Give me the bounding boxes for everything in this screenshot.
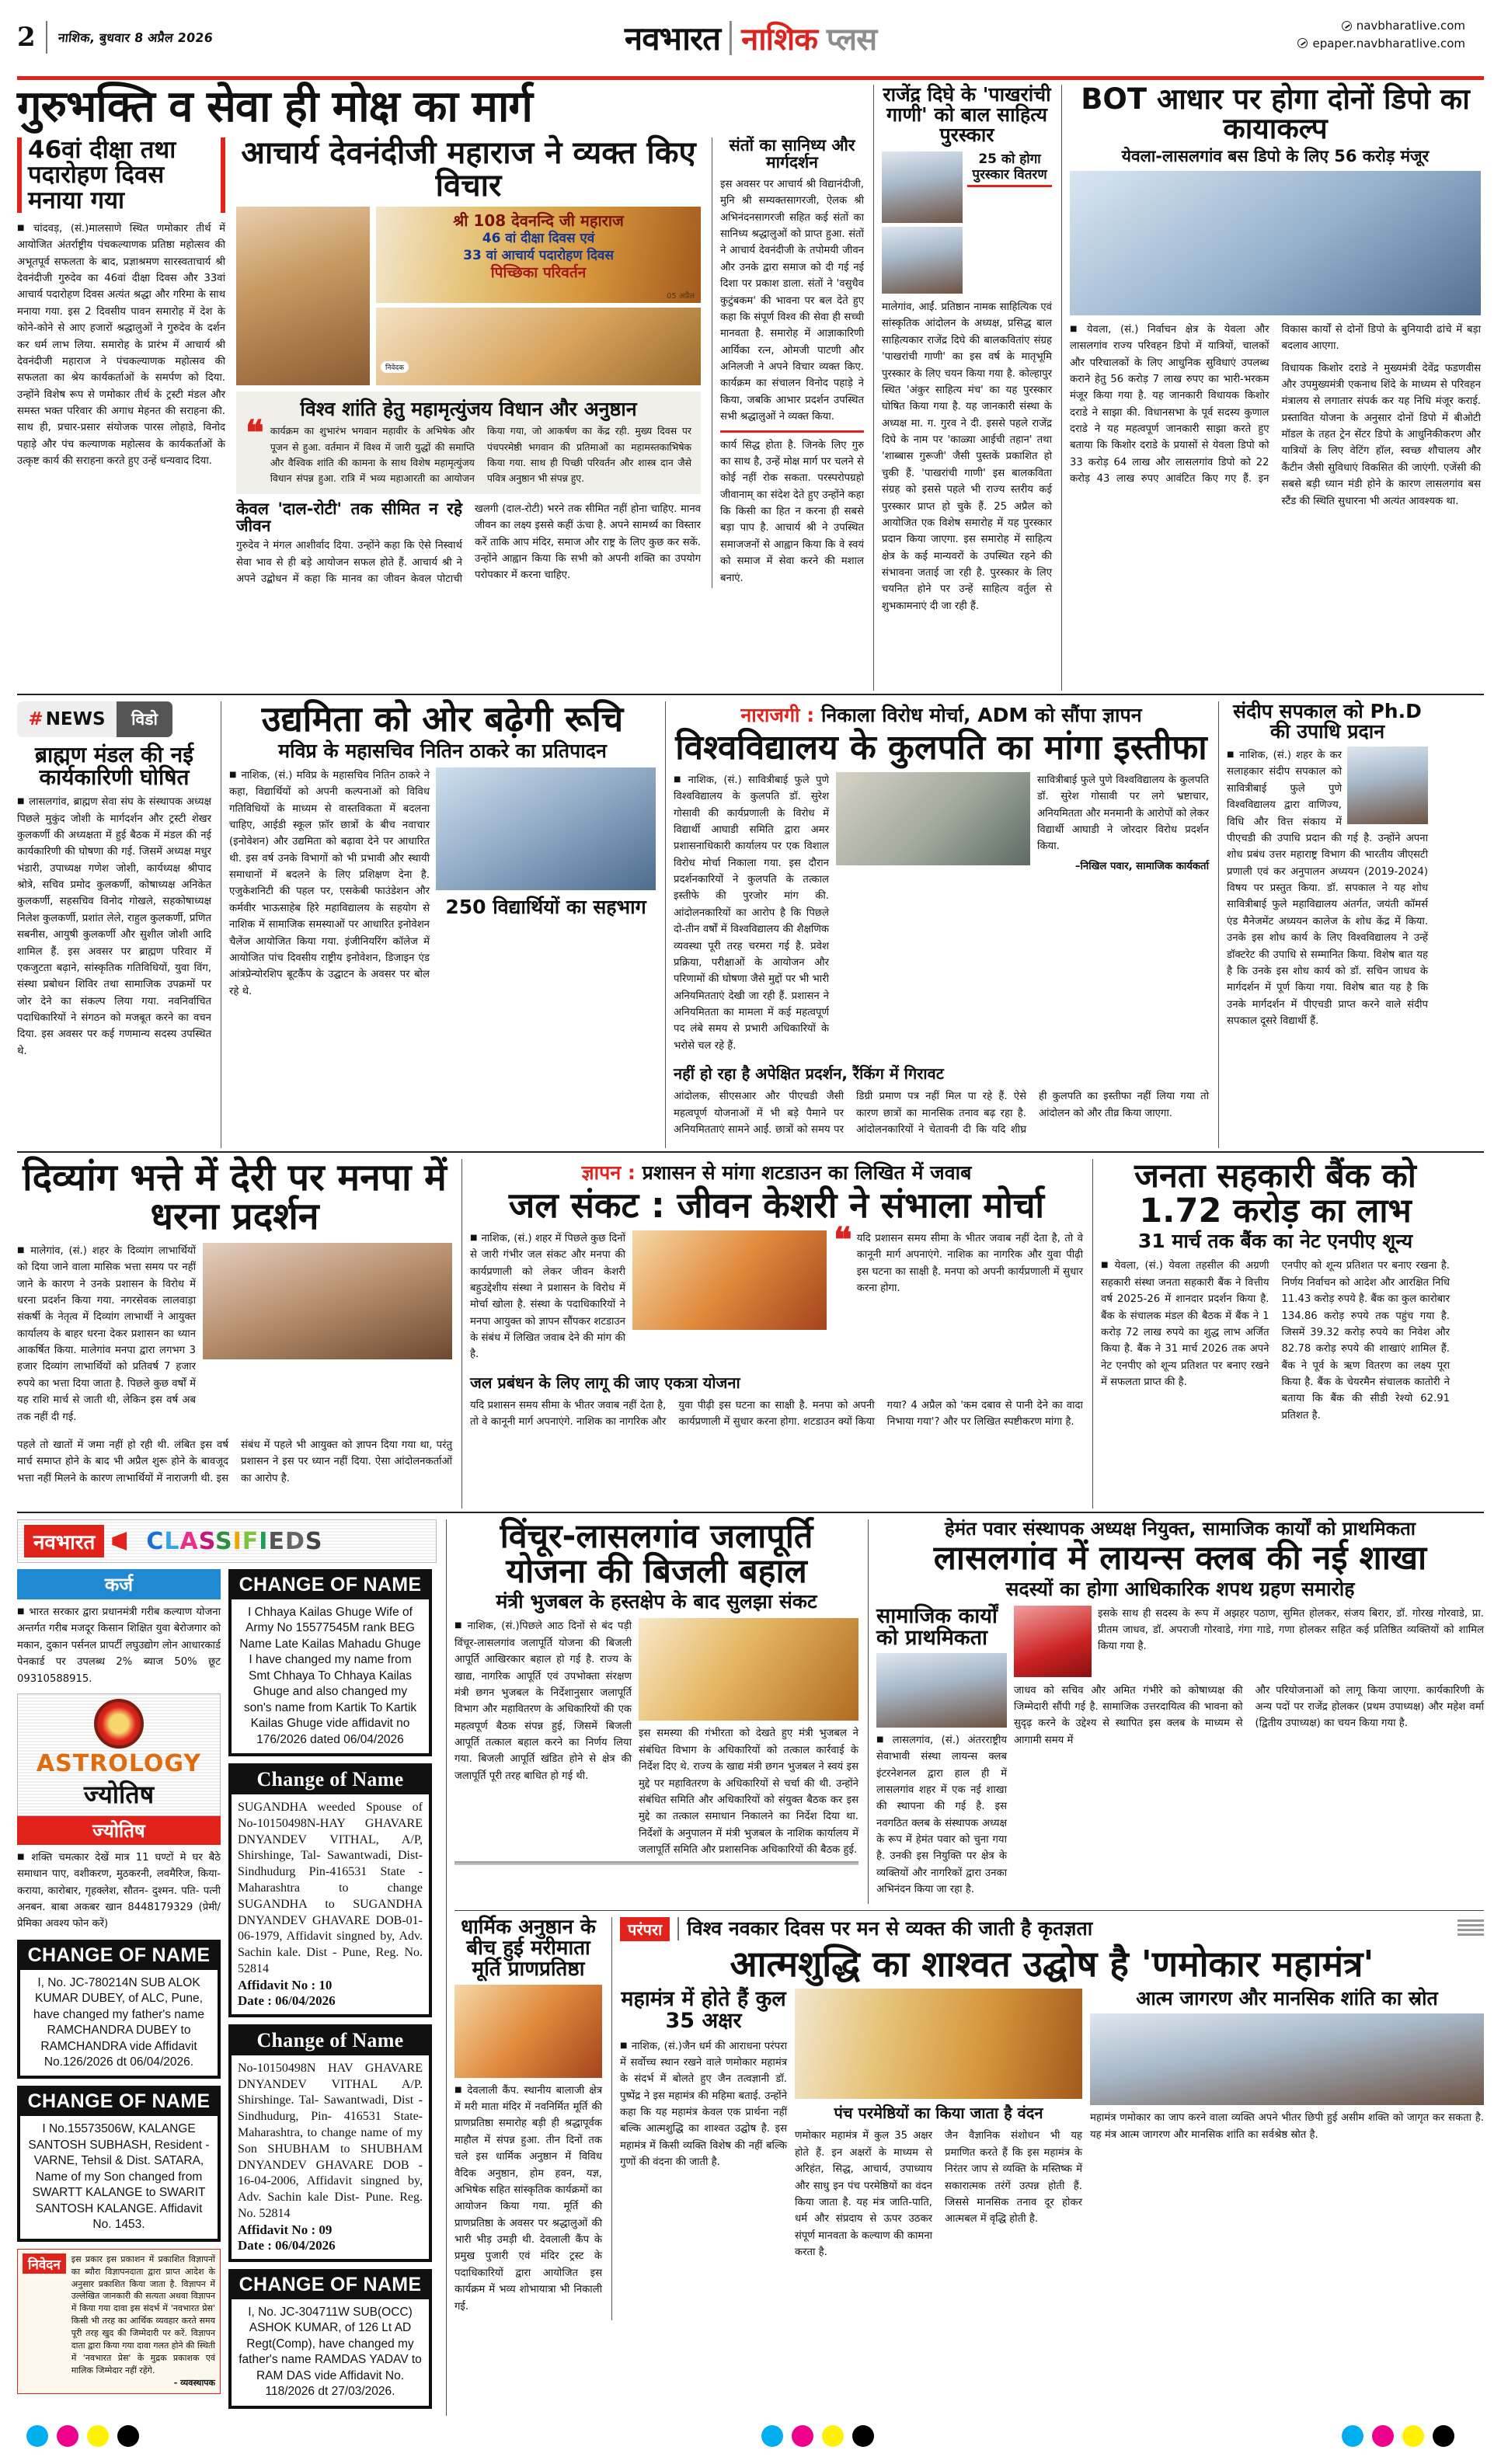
masthead: [17, 0, 1484, 75]
entrepreneur-sub: मविप्र के महासचिव नितिन ठाकरे का प्रतिपादन: [278, 739, 607, 762]
lead-sub-headline-2: संतों का सानिध्य और मार्गदर्शन: [729, 136, 855, 172]
lead-sub-headline: आचार्य देवनंदीजी महाराज ने व्यक्त किए विचार: [241, 135, 696, 204]
lead-package: [17, 82, 864, 691]
power-col2: इस समस्या की गंभीरता को देखते हुए मंत्री भुजबल ने संबंधित विभाग के अधिकारियों को तत्काल कार्रवाई के निर्देश दिए थे. राज्य के खाद्य मंत्री छगन भुजबल ने स्वयं इस मुद्दे पर महावितरण के अधिकारियों से चर्चा की थी. उन्होंने संबंधित समिति और अधिकारियों को संयुक्त बैठक कर इस मुद्दे का तत्काल समाधान निकालने का निर्देश दिया था. निर्देशों के अनुपालन में मंत्री भुजबल के नाशिक कार्यालय में जलापूर्ति समिति और प्रशासनिक अधिकारियों की बैठक हुई.: [639, 1728, 858, 1857]
logo-edition-plus: प्लस: [826, 22, 877, 57]
divyang-col2: पहले तो खातों में जमा नहीं हो रही थी. लंबित इस वर्ष मार्च समाप्त होने के बाद भी अप्रैल शुरू होने के बावजूद भत्ता नहीं मिलने के कारण लाभार्थियों में नाराजगी थी. इस संबंध में पहले भी आयुक्त को ज्ञापन दिया गया था, परंतु प्रशासन ने इस पर ध्यान नहीं दिया. ऐसा आंदोलनकर्ताओं का आरोप है.: [17, 1439, 452, 1484]
award-story: [873, 85, 1052, 691]
vc-story: [665, 701, 1209, 1148]
vc-headline: विश्वविद्यालय के कुलपति का मांगा इस्तीफा: [675, 728, 1207, 767]
ad-body: SUGANDHA weeded Spouse of No-10150498N-HAY GHAVARE DNYANDEV VITHAL, A/P, Shirshinge, Tal- Sawantwadi, Dist- Sindhudurg Pin-416531 State - Maharashtra to change SUGANDHA to SUGANDHA DNYANDEV GHAVARE DOB-01-06-1979, Affidavit singned by, Adv. Sachin kale. Dist - Pune, Reg. No. 52814: [238, 1801, 423, 1976]
cmyk-yellow: [87, 2425, 109, 2447]
vc-col2: आंदोलक, सीएसआर और पीएचडी जैसी महत्वपूर्ण योजनाओं में भी बड़े पैमाने पर अनियमितताएं सामने आईं. छात्रों को समय पर डिग्री प्रमाण पत्र नहीं मिल पा रहे हैं. ऐसे कारण छात्रों का मानसिक तनाव बढ़ रहा है. आंदोलनकारियों ने चेतावनी दी कि यदि शीघ्र ही कुलपति का इस्तीफा नहीं लिया गया तो आंदोलन को और तीव्र किया जाएगा.: [674, 1091, 1209, 1136]
award-body: मालेगांव, आईं. प्रतिष्ठान नामक साहित्यिक एवं सांस्कृतिक आंदोलन के अध्यक्ष, प्रसिद्ध बाल साहित्यकार राजेंद्र दिघे की बालकवितांए संग्रह 'पाखरांची गाणी' का इस वर्ष के मातृभूमि पुरस्कार के लिए चयन किया गया है. कोल्हापुर स्थित 'अंकुर साहित्य मंच' का यह पुरस्कार घोषित किया गया है. यह जानकारी संस्था के अध्यक्ष मा. ग. गुरव ने दी. इससे पहले राजेंद्र दिघे के नाम पर 'काळ्या आईची तहान' तथा 'शाब्बास गुरूजी' जैसी पुस्तकें प्रकाशित हो चुकी हैं. 'पाखरांची गाणी' इस बालकविता संग्रह को इससे पहले भी राज्य स्तरीय कई पुरस्कार प्राप्त हो चुके हैं. 25 अप्रैल को आयोजित एक विशेष समारोह में यह पुरस्कार प्रदान किया जाएगा. इस समारोह में साहित्य क्षेत्र के कई मान्यवरों के उपस्थित रहने की संभावना जताई जा रही है. पुरस्कार के लिए चयनित होने पर उन्हें साहित्य वर्तुल से शुभकामनाएं दी जा रही हैं.: [882, 301, 1052, 612]
page-number: 2: [17, 22, 35, 53]
lions-headline: लासलगांव में लायन्स क्लब की नई शाखा: [933, 1538, 1427, 1578]
water-col2: यदि प्रशासन समय सीमा के भीतर जवाब नहीं देता है, तो वे कानूनी मार्ग अपनाएंगे. नाशिक का नागरिक और युवा पीढ़ी इस घटना का साक्षी है. मनपा को अपनी कार्यप्रणाली में सुधार करना होगा. शटडाउन क्यों किया गया? 4 अप्रैल को 'कम दबाव से पानी देने का वादा निभाया गया'? और पर लिखित स्पष्टीकरण मांगा है.: [470, 1399, 1083, 1429]
classifieds-word: CLASSIFIEDS: [146, 1527, 323, 1555]
navkar-story: [611, 1917, 1484, 2320]
banner-line-4: पिच्छिका परिवर्तन: [490, 263, 587, 281]
divyang-story: [17, 1156, 452, 1509]
cmyk-magenta: [792, 2425, 813, 2447]
bank-col2: एनपीए को शून्य प्रतिशत पर बनाए रखना है. निर्णय निर्वाचन को आदेश और आरक्षित निधि 11.43 करोड़ रुपये है. बैंक का कुल कारोबार 134.86 करोड़ रुपये तक पहुंच गया है. जिसमें 39.32 करोड़ रुपये का निवेश और 82.78 करोड़ रुपये की शाखाएं शामिल हैं. बैंक ने पूर्व के ऋण वितरण का लक्ष्य पूरा किया है. बैंक के चेयरमैन संचालक कातोरी ने बताया कि बैंक की सीडी रेश्यो 62.91 प्रतिशत है.: [1281, 1260, 1450, 1422]
lead-col1-text: ■ चांदवड़, (सं.)मालसाणे स्थित णमोकार तीर्थ में आयोजित अंतर्राष्ट्रीय पंचकल्याणक प्रतिष्ठा महोत्सव की अभूतपूर्व सफलता के बाद, प्रज्ञाश्रमण सारस्वताचार्य श्री देवनंदीजी गुरुदेव का 46वां दीक्षा दिवस और 33वां आचार्य पदारोहण दिवस अत्यंत श्रद्धा और गरिमा के साथ मनाया गया. इस 2 दिवसीय पावन समारोह में देश के कोने-कोने से आए हजारों श्रद्धालुओं ने गुरुदेव के दर्शन कर धर्म लाभ लिया. समारोह के प्रारंभ में आचार्य श्री देवनंदीजी महाराज ने पंचकल्याणक महोत्सव की सफलता का श्रेय कार्यकर्ताओं के समर्पण को दिया. उन्होंने विशेष रूप से णमोकार तीर्थ के ट्रस्टी मंडल और समस्त भक्त परिवार की अगाध मेहनत की सराहना की. साथ ही, प्रचार-प्रसार संयोजक पारस लोहाडे, विनोद पहाड़े और पंच कल्याणक महोत्सव के कार्यकर्ताओं के उत्कृष्ट कार्य की सराहना करते हुए उन्हें धन्यवाद दिया.: [17, 221, 225, 470]
award-photo-1: [882, 151, 963, 223]
navkar-headline: आत्मशुद्धि का शाश्वत उद्घोष है 'णमोकार महामंत्र': [730, 1942, 1374, 1985]
ad-title: Change of Name: [230, 2026, 430, 2055]
lions-kicker: हेमंत पवार संस्थापक अध्यक्ष नियुक्त, सामाजिक कार्यों को प्राथमिकता: [945, 1518, 1416, 1540]
navkar-right-head: आत्म जागरण और मानसिक शांति का स्रोत: [1136, 1987, 1438, 2010]
vc-pull-attr: –निखिल पवार, सामाजिक कार्यकर्ता: [1074, 860, 1209, 872]
cmyk-yellow: [822, 2425, 844, 2447]
navkar-package: [454, 1917, 1484, 2320]
murti-headline: धार्मिक अनुष्ठान के बीच हुई मरीमाता मूर्ति प्राणप्रतिष्ठा: [461, 1915, 596, 1981]
vc-pull-quote: सावित्रीबाई फुले पुणे विश्वविद्यालय के कुलपति डॉ. सुरेश गोसावी पर लगे भ्रष्टाचार, अनियमितता और मनमानी के आरोपों को लेकर विद्यार्थी आघाडी ने जोरदार विरोध प्रदर्शन किया.: [1037, 774, 1209, 853]
classified-ad: [228, 2024, 432, 2262]
classified-ad: [17, 1940, 221, 2079]
news-video-body: ■ लासलगांव, ब्राह्मण सेवा संघ के संस्थापक अध्यक्ष पिछले मुकुंद जोशी के मार्गदर्शन और ट्रस्टी शेखर कुलकर्णी की अध्यक्षता में हुई बैठक में मंडल की नई कार्यकारिणी की घोषणा की गई. जिसमें अध्यक्ष मधुर भंडारी, उपाध्यक्ष गणेश जोशी, कार्यध्यक्ष श्रीपाद श्रोत्रे, सचिव प्रमोद कुलकर्णी, कोषाध्यक्ष अनिकेत कुलकर्णी, सहसचिव विनोद गोखले, सहकोषाध्यक्ष निलेश कुलकर्णी, प्रशांत लेले, राहुल कुलकर्णी, प्रणित सबनीस, आयुषी कुलकर्णी और सुशील जोशी आदि शामिल हैं. इस अवसर पर ब्राह्मण परिवार में एकजुटता बढ़ाने, सांस्कृतिक गतिविधियों, युवा विंग, संस्था प्रबोधन शिविर तथा सामाजिक उपक्रमों पर जोर देने का संकल्प लिया गया. नवनिर्वाचित पदाधिकारियों ने संगठन को मजबूत करने का वचन दिया. इस अवसर पर कई गणमान्य सदस्य उपस्थित थे.: [17, 794, 211, 1060]
ad-title: Change of Name: [230, 1765, 430, 1794]
megaphone-icon: [112, 1532, 138, 1550]
logo-separator: [730, 21, 732, 55]
lions-side-photo: [876, 1653, 1007, 1728]
ad-title: CHANGE OF NAME: [230, 1571, 430, 1599]
cmyk-yellow: [1402, 2425, 1424, 2447]
disclaimer-tag: निवेदन: [23, 2253, 66, 2274]
photo-strip-label: निवेदक: [381, 361, 409, 373]
vc-photo-caption: नहीं हो रहा है अपेक्षित प्रदर्शन, रैंकिंग में गिरावट: [674, 1064, 944, 1084]
astrology-star-icon: [94, 1699, 144, 1749]
video-badge-label: विडो: [117, 701, 172, 737]
bank-story: [1092, 1159, 1450, 1509]
banner-line-2: 46 वां दीक्षा दिवस एवं: [482, 231, 595, 247]
power-photo: [639, 1618, 858, 1721]
masthead-logo: [625, 16, 876, 60]
cmyk-black: [1433, 2425, 1454, 2447]
bank-headline: जनता सहकारी बैंक को 1.72 करोड़ का लाभ: [1134, 1157, 1416, 1230]
ad-date: Date : 06/04/2026: [238, 2237, 336, 2253]
lead-photo-acharya: [236, 207, 370, 385]
phd-photo: [1347, 747, 1428, 824]
banner-line-1: श्री 108 देवनन्दि जी महाराज: [453, 211, 624, 231]
entrepreneur-body: ■ नाशिक, (सं.) मविप्र के महासचिव नितिन ठाकरे ने कहा, विद्यार्थियों को अपनी कल्पनाओं को विविध गतिविधियों के माध्यम से वास्तविकता में बदलना चाहिए, आईडी स्कूल फ़ॉर छात्रों के बीच नवाचार (इनोवेशन) और उद्यमिता को बढ़ावा देने पर आधारित थी. इस वर्ष उनके विभागों को भी प्रभावी और स्थायी समाधानों में बदलने के लिए प्रशिक्षण देना है. एजुकेशनिटी की पहल पर, एसकेबी फाउंडेशन और कर्मवीर भाऊसाहेब हिरे महाविद्यालय के सहयोग से नाशिक में सामाजिक समस्याओं पर आधारित इनोवेशन चैलेंज आयोजित किया गया. इंजीनियरिंग कॉलेज में आयोजित पांच दिवसीय राष्ट्रीय इनोवेशन, डिजाइन एंड आंत्रप्रेन्योरशिप बूटकैंप के उद्घाटन के अवसर पर बोल रहे थे.: [229, 767, 430, 1000]
vc-col1: ■ नाशिक, (सं.) सावित्रीबाई फुले पुणे विश्वविद्यालय के कुलपति डॉ. सुरेश गोसावी की कार्यप्रणाली के विरोध में विद्यार्थी आघाडी समिति द्वारा अमर प्रशासनाधिकारी कार्यालय पर एक विशाल विरोध मोर्चा निकाला गया. इस दौरान प्रदर्शनकारियों ने कुलपति के तत्काल इस्तीफे की पुरजोर मांग की. आंदोलनकारियों का आरोप है कि पिछले दो-तीन वर्षों में विश्वविद्यालय की शैक्षणिक व्यवस्था पूरी तरह चरमरा गई है. प्रवेश प्रक्रिया, परीक्षाओं के आयोजन और परिणामों की घोषणा जैसे मुद्दों पर भी भारी अनियमितताएं देखी जा रही हैं. प्रशासन ने अनियमितता का मामला में कई महत्वपूर्ण पद लंबे समय से प्रभारी अधिकारियों के भरोसे चल रहे हैं.: [674, 772, 829, 1054]
loan-ad-text: ■ भारत सरकार द्वारा प्रधानमंत्री गरीब कल्याण योजना अन्तर्गत गरीब मजदूर किसान शिक्षित युवा बेरोजगार को मकान, दुकान पर्सनल प्रापर्टी लघुउद्योग लोन आधारकार्ड पेनकार्ड पर उपलब्ध 2% ब्याज 50% छूट 09310588915.: [17, 1604, 221, 1687]
entrepreneur-inline-head: 250 विद्यार्थियों का सहभाग: [445, 895, 646, 918]
globe-icon: [1342, 21, 1352, 31]
phd-headline: संदीप सपकाल को Ph.D की उपाधि प्रदान: [1233, 700, 1422, 743]
lions-col1: इसके साथ ही सदस्य के रूप में अझहर पठाण, सुमित होलकर, संजय बिरार, डॉ. गोरख गोरवाडे, प्रा. प्रीतम जाधव, डॉ. अपराजी गोरवाडे, गंगा गाडे, गणा होलकर सहित कई प्रतिष्ठित व्यक्तियों को शामिल किया गया है.: [1098, 1607, 1484, 1653]
bot-col2: विधायक किशोर दराडे ने मुख्यमंत्री देवेंद्र फडणवीस और उपमुख्यमंत्री एकनाथ शिंदे के माध्यम से परिवहन मंत्रालय से लगातार संपर्क कर यह निधि मंजूर कराई. प्रस्तावित योजना के अनुसार दोनों डिपो में बीओटी मॉडल के तहत ट्रेन सेंटर डिपो के आधुनिकीकरण और यात्रियों के लिए वेटिंग हॉल, स्वच्छ शौचालय और कैंटीन जैसी सुविधाएं विकसित की जाएंगी. एजेंसी की सबसे बड़ी ध्यान मंडी होने के कारण लासलगांव बस स्टैंड की स्थिति सुधारना भी अत्यंत आवश्यक था.: [1281, 362, 1481, 507]
website-url[interactable]: navbharatlive.com: [1356, 19, 1465, 33]
navkar-photo-caption: पंच परमेष्ठियों का किया जाता है वंदन: [834, 2104, 1043, 2123]
entrepreneur-headline: उद्यमिता को ओर बढ़ेगी रूचि: [261, 698, 624, 740]
cmyk-registration-marks-center: [761, 2425, 874, 2447]
ad-body: I, No. JC-780214N SUB ALOK KUMAR DUBEY, of ALC, Pune, have changed my father's name RAMCHANDRA DUBEY to RAMCHANDRA vide Affidavit No.126/2026 dt 06/04/2026.: [33, 1975, 205, 2069]
astrology-label-hi: ज्योतिष: [83, 1779, 155, 1809]
bot-photo: [1070, 171, 1481, 315]
band-rule-2: [17, 1151, 1484, 1153]
water-photo: [632, 1230, 827, 1330]
masthead-rule: [17, 76, 1484, 80]
water-kicker-rest: प्रशासन से मांगा शटडाउन का लिखित में जवाब: [642, 1161, 972, 1184]
masthead-left: [17, 21, 213, 54]
bot-headline: BOT आधार पर होगा दोनों डिपो का कायाकल्प: [1081, 82, 1470, 146]
power-end-rule: [454, 1861, 858, 1865]
quote-title: विश्व शांति हेतु महामृत्युंजय विधान और अनुष्ठान: [300, 398, 637, 421]
phd-body: ■ नाशिक, (सं.) शहर के कर सलाहकार संदीप सपकाल को सावित्रीबाई फुले पुणे विश्वविद्यालय द्वारा वाणिज्य, विधि और वित्त संकाय में पीएचडी की उपाधि प्रदान की गई है. उन्होंने अपना शोध प्रबंध उत्तर महाराष्ट्र विभाग की भारतीय जीएसटी प्रणाली एवं कर अनुपालन अध्ययन (2019-2024) विषय पर प्रस्तुत किया. डॉ. सपकाल ने यह शोध सावित्रीबाई फुले महाविद्यालय अंतर्गत, जयंती कॉमर्स एंड मैनेजमेंट अध्ययन कालेज के शोध केंद्र में किया. उनके इस शोध कार्य के लिए विश्वविद्यालय ने उन्हें डॉक्टरेट की उपाधि से सम्मानित किया. विशेष बात यह है कि उनके इस शोध कार्य को डॉ. सचिन जाधव के मार्गदर्शन में पूर्ण किया गया. विशेष बात यह है कि उनके मार्गदर्शन में पीएचडी प्राप्त करने वाले संदीप सपकाल दूसरे विद्यार्थी हैं.: [1227, 747, 1428, 1029]
astrology-label-en: ASTROLOGY: [36, 1749, 202, 1777]
lead-quote-box: [236, 392, 701, 493]
lead-side-deck: 46वां दीक्षा तथा पदारोहण दिवस मनाया गया: [28, 136, 176, 214]
navkar-photo: [795, 1989, 1082, 2099]
bot-story: [1061, 82, 1481, 691]
lead-photo-ceremony: [376, 308, 701, 385]
power-col1: ■ नाशिक, (सं.)पिछले आठ दिनों से बंद पड़ी विंचूर-लासलगांव जलापूर्ति योजना की बिजली आपूर्ति आखिरकार बहाल हो गई है. राज्य के खाद्य, नागरिक आपूर्ति एवं उपभोक्ता संरक्षण मंत्री छगन भुजबल के निर्देशानुसार जलापूर्ति विभाग और महावितरण के अधिकारियों की एक महत्वपूर्ण बैठक संपन्न हुई, जिसमें बिजली आपूर्ति तत्काल बहाल करने का निर्णय लिया गया. बिजली आपूर्ति खंडित होने से क्षेत्र की जलापूर्ति पूरी तरह बाधित हो गई थी.: [454, 1618, 632, 1784]
navkar-col1: ■ नाशिक, (सं.)जैन धर्म की आराधना परंपरा में सर्वोच्च स्थान रखने वाले णमोकार महामंत्र के संदर्भ में बोलते हुए जैन तत्वज्ञानी डॉ. पुष्पेंद्र ने इस महामंत्र की महिमा बताई. उन्होंने कहा कि यह महामंत्र केवल एक प्रार्थना नहीं बल्कि आत्मशुद्धि का शाश्वत उद्घोष है. इस महामंत्र में किसी व्यक्ति विशेष की नहीं बल्कि गुणों की वंदना की जाती है.: [620, 2038, 787, 2171]
lead-center-col: [236, 137, 701, 587]
lions-side-head: सामाजिक कार्यों को प्राथमिकता: [876, 1603, 998, 1650]
water-kicker-red: ज्ञापन :: [581, 1161, 636, 1184]
band-two: [17, 698, 1484, 1148]
water-pull-quote: यदि प्रशासन समय सीमा के भीतर जवाब नहीं देता है, तो वे कानूनी मार्ग अपनाएंगे. नाशिक का नागरिक और युवा पीढ़ी इस घटना का साक्षी है. मनपा को अपनी कार्यप्रणाली में सुधार करना होगा.: [856, 1232, 1083, 1294]
navkar-col4: महामंत्र णमोकार का जाप करने वाला व्यक्ति अपने भीतर छिपी हुई असीम शक्ति को जागृत कर सकता है. यह मंत्र आत्म जागरण और मानसिक शांति का सर्वश्रेष्ठ स्रोत है.: [1090, 2112, 1484, 2141]
vc-photo: [836, 772, 1030, 865]
band-three: [17, 1156, 1484, 1509]
category-loan: कर्ज: [17, 1569, 221, 1599]
water-headline: जल संकट : जीवन केशरी ने संभाला मोर्चा: [508, 1185, 1045, 1226]
award-badge: 25 को होगा पुरस्कार वितरण: [967, 151, 1052, 187]
murti-photo: [454, 1985, 602, 2078]
disclaimer-text: इस प्रकार इस प्रकाशन में प्रकाशित विज्ञापनों का ब्यौरा विज्ञापनदाता द्वारा प्राप्त आदेश के अनुसार प्रकाशित किया जाता है. विज्ञापन में उल्लेखित जानकारी की सत्यता अथवा विज्ञापन में किया गया दावा इस संदर्भ में 'नवभारत प्रेस' किसी भी तरह का आर्थिक व्यवहार करते समय पूरी तरह खुद की जिम्मेदारी पर करें. विज्ञापन दाता द्वारा किया गया दावा गलत होने की स्थिती में 'नवभारत प्रेस' के मुद्रक प्रकाशक एवं मालिक जिम्मेदार नहीं रहेंगे.: [71, 2253, 215, 2376]
banner-date: 05 अप्रैल: [666, 292, 695, 301]
ad-title: CHANGE OF NAME: [19, 1941, 219, 1970]
quote-mark-icon: ❝: [246, 413, 264, 454]
ad-body: I Chhaya Kailas Ghuge Wife of Army No 15577545M rank BEG Name Late Kailas Mahadu Ghuge I have changed my name from Smt Chhaya To Chhaya Kailas Ghuge and also changed my son's name from Kartik To Kartik Kailas Ghuge vide affidavit no 176/2026 dated 06/04/2026: [239, 1606, 421, 1746]
phd-story: [1218, 701, 1428, 1148]
cmyk-magenta: [57, 2425, 78, 2447]
murti-story: [454, 1917, 602, 2320]
masthead-divider: [46, 21, 47, 54]
entrepreneur-photo: [436, 767, 656, 890]
category-astrology: ज्योतिष: [17, 1816, 221, 1845]
power-headline: विंचूर-लासलगांव जलापूर्ति योजना की बिजली बहाल: [500, 1517, 813, 1591]
band-lead: [17, 82, 1484, 691]
news-video-headline: ब्राह्मण मंडल की नई कार्यकारिणी घोषित: [35, 742, 193, 791]
water-col1: ■ नाशिक, (सं.) शहर में पिछले कुछ दिनों से जारी गंभीर जल संकट और मनपा की कार्यप्रणाली को लेकर जीवन केशरी बहुउद्देशीय संस्था ने प्रशासन के विरोध में मोर्चा खोला है. संस्था के पदाधिकारियों ने मनपा आयुक्त को ज्ञापन सौंपकर शटडाउन के संबंध में लिखित जवाब देने की मांग की है.: [470, 1230, 625, 1363]
logo-edition-city: नाशिक: [741, 22, 817, 57]
masthead-urls: [1297, 17, 1465, 52]
disclaimer-box: [17, 2249, 221, 2394]
lead-col2-text: गुरुदेव ने मंगल आशीर्वाद दिया. उन्होंने कहा कि ऐसे निस्वार्थ सेवा भाव से ही बड़े आयोजन सफल होते हैं. आचार्य श्री ने अपने उद्बोधन में कहा कि मानव का जीवन केवल पोटाची खलगी (दाल-रोटी) भरने तक सीमित नहीं होना चाहिए. मानव जीवन का लक्ष्य इससे कहीं ऊंचा है. अपने सामर्थ्य का विस्तार करें ताकि आप मंदिर, समाज और राष्ट्र के लिए कुछ कर सकें. उन्होंने आह्वान किया कि सभी को अपनी शक्ति का उपयोग परोपकार में करना चाहिए.: [236, 503, 701, 586]
lions-col2: जाधव को सचिव और अमित गंभीरे को कोषाध्यक्ष की जिम्मेदारी सौंपी गई है. सामाजिक उत्तरदायित्व की भावना को सुदृढ़ करने के उद्देश्य से स्थापित इस क्लब के माध्यम से आगामी समय में: [1014, 1684, 1243, 1746]
lead-col2-subhead: केवल 'दाल-रोटी' तक सीमित न रहे जीवन: [236, 499, 462, 535]
lions-story: [868, 1519, 1484, 1904]
cmyk-registration-marks: [26, 2425, 139, 2447]
logo-navbharat: नवभारत: [624, 19, 721, 57]
ad-date: Date : 06/04/2026: [238, 1992, 336, 2008]
ad-body: I No.15573506W, KALANGE SANTOSH SUBHASH, Resident - VARNE, Tehsil & Dist. SATARA, Name of my Son changed from SWARTT KALANGE to SWARIT SANTOSH KALANGE. Affidavit No. 1453.: [28, 2122, 210, 2232]
vc-kicker-red: नाराजगी :: [740, 704, 815, 726]
divyang-photo: [203, 1243, 452, 1359]
ad-body: No-10150498N HAV GHAVARE DNYANDEV VITHAL A/P. Shirshinge. Tal- Sawantwadi, Dist - Sindhudurg, Pin- 416531 State- Maharashtra, to change name of my Son SHUBHAM to SHUBHAM DNYANDEV GHAVARE DOB - 16-04-2006, Affidavit singned by, Adv. Sachin kale Dist- Pune. Reg. No. 52814: [238, 2061, 423, 2221]
lead-col4-text: कार्य सिद्ध होता है. जिनके लिए गुरु का साथ है, उन्हें मोक्ष मार्ग पर चलने से कोई नहीं रोक सकता. परस्परोपग्रहो जीवानाम् का संदेश देते हुए उन्होंने कहा कि किसी का हित न करना ही सबसे बड़ा पाप है. आचार्य श्री ने उपस्थित समाजजनों से आह्वान किया कि वे स्वयं को समाज में सेवा करने की मशाल बनाएं.: [720, 439, 864, 584]
navkar-kicker: विश्व नवकार दिवस पर मन से व्यक्त की जाती है कृतज्ञता: [687, 1917, 1093, 1940]
lead-left-col: [17, 137, 225, 587]
cmyk-cyan: [1342, 2425, 1363, 2447]
astrology-banner: [17, 1693, 221, 1816]
lions-side-col: ■ लासलगांव, (सं.) अंतरराष्ट्रीय सेवाभावी संस्था लायन्स क्लब इंटरनेशनल द्वारा हाल ही में लासलगांव शहर में एक नई शाखा की स्थापना की गई है. इस नवगठित क्लब के संस्थापक अध्यक्ष के रूप में हेमंत पवार को चुना गया है. उनकी इस नियुक्ति पर क्षेत्र के व्यक्तियों और नागरिकों द्वारा उनका अभिनंदन किया जा रहा है.: [876, 1732, 1007, 1898]
lions-sub: सदस्यों का होगा आधिकारिक शपथ ग्रहण समारोह: [1005, 1577, 1355, 1600]
cmyk-black: [852, 2425, 874, 2447]
epaper-url[interactable]: epaper.navbharatlive.com: [1312, 36, 1465, 50]
award-headline: राजेंद्र दिघे के 'पाखरांची गाणी' को बाल साहित्य पुरस्कार: [883, 83, 1051, 146]
news-video-story: [17, 701, 211, 1148]
lead-headline: गुरुभक्ति व सेवा ही मोक्ष का मार्ग: [17, 82, 532, 132]
quote-text: कार्यक्रम का शुभारंभ भगवान महावीर के अभिषेक और पूजन से हुआ. वर्तमान में विश्व में जारी युद्धों की समाप्ति और वैश्विक शांति की कामना के साथ विशेष महामृत्युंजय विधान संपन्न हुआ. रात्रि में भव्य महाआरती का आयोजन किया गया, जो आकर्षण का केंद्र रही. मुख्य दिवस पर पंचपरमेष्ठी भगवान की प्रतिमाओं का महामस्तकाभिषेक किया गया. साथ ही पिच्छी परिवर्तन और शास्त्र दान जैसे पवित्र अनुष्ठान भी संपन्न हुए.: [270, 425, 691, 484]
news-video-badge[interactable]: [17, 701, 172, 737]
bank-sub: 31 मार्च तक बैंक का नेट एनपीए शून्य: [1137, 1230, 1413, 1253]
menu-lines-icon: [1457, 1919, 1484, 1938]
classifieds-banner: [17, 1519, 437, 1563]
band-four: [17, 1519, 1484, 2416]
disclaimer-sign: - व्यवस्थापक: [173, 2378, 215, 2389]
power-story: [454, 1519, 858, 1904]
divyang-headline: दिव्यांग भत्ते में देरी पर मनपा में धरना प्रदर्शन: [23, 1156, 447, 1238]
quote-mark-icon: ❝: [834, 1220, 852, 1260]
navkar-right-photo: [1090, 2013, 1484, 2105]
award-photo-2: [882, 227, 963, 294]
band-rule-1: [17, 694, 1484, 695]
lions-col3: और परियोजनाओं को लागू किया जाएगा. कार्यकारिणी के अन्य पदों पर राजेंद्र होलकर (प्रथम उपाध्यक्ष) और महेश वर्मा (द्वितीय उपाध्यक्ष) का चयन किया गया है.: [1255, 1684, 1484, 1730]
lions-president-photo: [1014, 1606, 1092, 1677]
classifieds-section: [17, 1519, 437, 2416]
globe-icon: [1297, 38, 1308, 48]
bank-col1: ■ येवला, (सं.) येवला तहसील की अग्रणी सहकारी संस्था जनता सहकारी बैंक ने वित्तीय वर्ष 2025-26 में शानदार प्रदर्शन किया है. बैंक के संचालक मंडल की बैठक में बैंक ने 1 करोड़ 72 लाख रुपये का शुद्ध लाभ अर्जित किया है. बैंक ने 31 मार्च 2026 तक अपने नेट एनपीए को शून्य प्रतिशत पर बनाए रखने में सफलता प्राप्त की है.: [1101, 1258, 1269, 1390]
bot-col1: ■ येवला, (सं.) निर्वाचन क्षेत्र के येवला और लासलगांव राज्य परिवहन डिपो में यात्रियों, चालकों और परिचालकों के लिए आधुनिक सुविधाएं उपलब्ध कराने हेतु 56 करोड़ 7 लाख रुपए का भारी-भरकम मंजूर किया गया है. यह जानकारी विधायक किशोर दराडे ने साझा की. विधानसभा के पूर्व सदस्य कुणाल दराडे ने यह महत्वपूर्ण जानकारी साझा करते हुए बताया कि किशोर दराडे के प्रयासों से येवला डिपो को 33 करोड़ 64 लाख और लासलगांव डिपो को 22 करोड़ 43 लाख रुपए आवंटित किए गए हैं. इन विकास कार्यों से दोनों डिपो के बुनियादी ढांचे में बड़ा बदलाव आएगा.: [1070, 322, 1481, 510]
ad-affidavit: Affidavit No : 10: [238, 1977, 333, 1992]
classifieds-col-left: [17, 1569, 221, 2416]
water-story: [461, 1159, 1083, 1509]
ad-body: I, No. JC-304711W SUB(OCC) ASHOK KUMAR, of 126 Lt AD Regt(Comp), have changed my father's name RAMDAS YADAV to RAM DAS vide Affidavit No. 118/2026 dt 27/03/2026.: [239, 2305, 422, 2399]
cmyk-black: [117, 2425, 139, 2447]
lead-event-banner: [376, 207, 701, 303]
hash-icon: #: [28, 709, 44, 729]
ad-affidavit: Affidavit No : 09: [238, 2222, 333, 2237]
ad-title: CHANGE OF NAME: [19, 2087, 219, 2116]
classified-ad: [228, 1763, 432, 2017]
classifieds-logo: नवभारत: [24, 1525, 104, 1557]
cmyk-cyan: [26, 2425, 48, 2447]
navkar-tag: परंपरा: [620, 1917, 670, 1941]
murti-body: ■ देवलाली कैंप. स्थानीय बालाजी क्षेत्र में मरी माता मंदिर में नवनिर्मित मूर्ति की प्राणप्रतिष्ठा समारोह बड़ी ही श्रद्धापूर्वक माहौल में संपन्न हुआ. तीन दिनों तक चले इस धार्मिक अनुष्ठान में विविध वैदिक अनुष्ठान, होम हवन, यज्ञ, अभिषेक सहित सांस्कृतिक कार्यक्रमों का आयोजन किया गया. मूर्ति की प्राणप्रतिष्ठा के अवसर पर श्रद्धालुओं की भारी भीड़ उमड़ी थी. देवलाली कैंप के प्रमुख पुजारी एवं मंदिर ट्रस्ट के पदाधिकारियों द्वारा आयोजित इस कार्यक्रम में भव्य शोभायात्रा भी निकाली गई.: [454, 2083, 602, 2315]
water-photo-caption: जल प्रबंधन के लिए लागू की जाए एकत्रा योजना: [470, 1373, 740, 1392]
classified-ad: [17, 2086, 221, 2241]
power-sub: मंत्री भुजबल के हस्तक्षेप के बाद सुलझा संकट: [496, 1590, 817, 1613]
astrology-ad-text: ■ शक्ति चमत्कार देखें मात्र 11 घण्टों मे घर बैठे समाधान पाए, वशीकरण, मुठकरनी, लवमैरिज, किया- कराया, कारोबार, गृहक्लेश, सौतन- दुश्मन. पति- पत्नी अनबन. बाबा अकबर खान 8448179329 (प्रेमी/ प्रेमिका अवश्य फोन करें): [17, 1850, 221, 1933]
band-four-right: [446, 1519, 1484, 2416]
navkar-col3: जैन वैज्ञानिक संशोधन भी यह प्रमाणित करते हैं कि इस महामंत्र के निरंतर जाप से व्यक्ति के मस्तिष्क में सकारात्मक तरंगें उत्पन्न होती हैं. जिससे मानसिक तनाव दूर होकर आत्मबल में वृद्धि होती है.: [945, 2130, 1082, 2226]
navkar-col2: णमोकार महामंत्र में कुल 35 अक्षर होते हैं. इन अक्षरों के माध्यम से अरिहंत, सिद्ध, आचार्य, उपाध्याय और साधु इन पंच परमेष्ठियों का वंदन किया जाता है. यह मंत्र जाति-पाति, धर्म और संप्रदाय से ऊपर उठकर संपूर्ण मानवता के कल्याण की कामना करता है.: [795, 2130, 932, 2259]
cmyk-cyan: [761, 2425, 783, 2447]
dateline: नाशिक, बुधवार 8 अप्रैल 2026: [57, 30, 214, 45]
classifieds-col-right: [228, 1569, 432, 2416]
band-rule-3: [17, 1512, 1484, 1513]
banner-line-3: 33 वां आचार्य पदारोहण दिवस: [463, 247, 614, 263]
cmyk-registration-marks-right: [1342, 2425, 1454, 2447]
bot-sub: येवला-लासलगांव बस डिपो के लिए 56 करोड़ मंजूर: [1121, 146, 1430, 165]
classified-ad: [228, 2269, 432, 2409]
classified-ad: [228, 1569, 432, 1756]
news-badge-label: # NEWS: [17, 701, 117, 737]
band-rule-4: [454, 1910, 1484, 1911]
lead-right-col: [712, 137, 864, 587]
divyang-col1: ■ मालेगांव, (सं.) शहर के दिव्यांग लाभार्थियों को दिया जाने वाला मासिक भत्ता समय पर नहीं जाने के कारण ने उनके प्रशासन के विरोध में धरना प्रदर्शन किया गया. नगरसेवक लालवाड़ा संकर्षी के नेतृत्व में दिव्यांग लाभार्थी ने आयुक्त कार्यालय के बाहर धरना देकर प्रशासन का ध्यान आकर्षित किया. मालेगांव मनपा द्वारा लगभग 3 हजार दिव्यांग लाभार्थियों को प्रतिवर्ष 7 हजार रुपये का भत्ता दिया जाता है. पिछले कुछ वर्षों में यह राशि मार्च से जाती थी, लेकिन इस वर्ष अब तक नहीं दी गई.: [17, 1243, 196, 1425]
navkar-left-head: महामंत्र में होते हैं कुल 35 अक्षर: [621, 1987, 786, 2034]
entrepreneur-story: [221, 698, 656, 1148]
cmyk-magenta: [1372, 2425, 1394, 2447]
lead-col3-text: इस अवसर पर आचार्य श्री विद्यानंदीजी, मुनि श्री सम्यक्तसागरजी, ऐलक श्री अभिनंदनसागरजी सहित कई संतों का सानिध्य श्रद्धालुओं को प्राप्त हुआ. संतों ने आचार्य देवनंदीजी के तपोमयी जीवन और उनके द्वारा समाज को दी गई नई दिशा पर प्रकाश डाला. संतों ने 'वसुधैव कुटुंबकम' की भावना पर बल देते हुए कहा कि संपूर्ण विश्व की सेवा ही सच्ची मानवता है. समारोह में आज्ञाकारिणी आर्यिका रत्न, ओमजी पाटणी और अनिलजी ने अपने विचार व्यक्त किए. कार्यक्रम का संचालन विनोद पहाड़े ने किया, जबकि आभार प्रदर्शन उपस्थित सभी श्रद्धालुओं ने व्यक्त किया.: [720, 178, 864, 423]
ad-title: CHANGE OF NAME: [230, 2271, 430, 2299]
vc-kicker-rest: निकाला विरोध मोर्चा, ADM को सौंपा ज्ञापन: [820, 704, 1142, 726]
